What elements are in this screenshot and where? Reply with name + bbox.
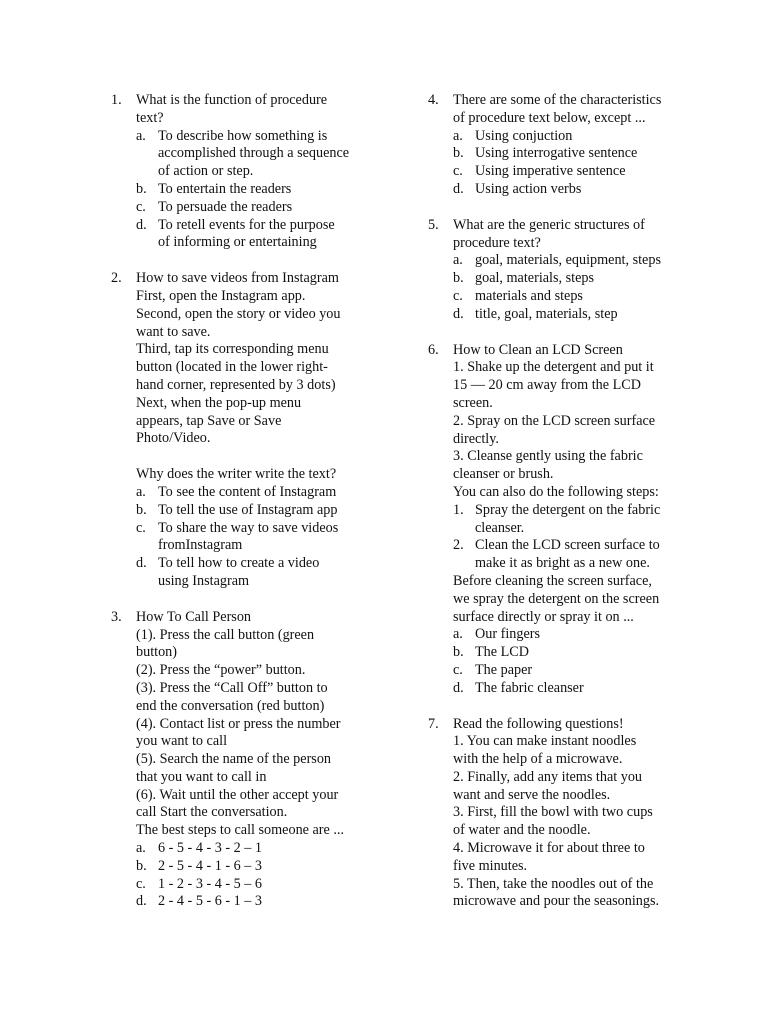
passage-line: button) <box>136 644 177 661</box>
option-text: materials and steps <box>475 287 583 304</box>
passage-line: (6). Wait until the other accept your <box>136 786 339 803</box>
option-d <box>453 306 688 324</box>
option-text: The LCD <box>475 644 529 661</box>
passage-line: five minutes. <box>453 857 528 874</box>
option-label: d. <box>136 555 147 572</box>
option-text: of action or step. <box>158 163 254 180</box>
passage-line: How to Clean an LCD Screen <box>453 341 623 358</box>
passage-line: microwave and pour the seasonings. <box>453 893 660 910</box>
option-text: To tell the use of Instagram app <box>158 501 338 518</box>
option-label: b. <box>136 501 147 518</box>
passage-line: (5). Search the name of the person <box>136 751 332 768</box>
option-d <box>136 893 373 911</box>
passage-line: with the help of a microwave. <box>453 751 623 768</box>
question-number: 7. <box>428 715 439 732</box>
option-a <box>136 840 373 858</box>
option-b <box>453 270 688 288</box>
option-label: d. <box>453 679 464 696</box>
passage-line: (1). Press the call button (green <box>136 626 315 643</box>
step-text: Clean the LCD screen surface to <box>475 537 660 554</box>
step-1 <box>453 502 688 538</box>
option-a <box>453 252 688 270</box>
passage-line: 15 — 20 cm away from the LCD <box>453 377 641 394</box>
option-label: a. <box>136 483 146 500</box>
passage-line: 5. Then, take the noodles out of the <box>453 875 654 892</box>
option-c <box>136 520 373 556</box>
question-3 <box>111 609 373 912</box>
option-text: Using imperative sentence <box>475 163 626 180</box>
option-d <box>453 680 688 698</box>
option-d <box>453 181 688 199</box>
option-text: goal, materials, steps <box>475 270 594 287</box>
option-text: Using conjuction <box>475 127 573 144</box>
question-6 <box>428 342 688 698</box>
question-number: 4. <box>428 92 439 108</box>
question-text: What is the function of procedure <box>136 92 328 108</box>
question-number: 5. <box>428 216 439 233</box>
passage-line: (2). Press the “power” button. <box>136 662 306 679</box>
option-text: To entertain the readers <box>158 180 292 197</box>
option-label: b. <box>453 644 464 661</box>
passage-line: How to save videos from Instagram <box>136 270 339 287</box>
passage-line: Second, open the story or video you <box>136 305 341 322</box>
option-label: b. <box>136 857 147 874</box>
option-label: d. <box>136 216 147 233</box>
passage-line: 3. First, fill the bowl with two cups <box>453 804 653 821</box>
option-label: a. <box>453 626 463 643</box>
passage-line: 3. Cleanse gently using the fabric <box>453 448 643 465</box>
passage-line: (3). Press the “Call Off” button to <box>136 679 328 696</box>
question-text: There are some of the characteristics <box>453 92 662 108</box>
passage-line: First, open the Instagram app. <box>136 287 306 304</box>
option-label: d. <box>453 305 464 322</box>
question-text: What are the generic structures of <box>453 216 645 233</box>
passage-line: Third, tap its corresponding menu <box>136 341 329 358</box>
option-label: b. <box>453 145 464 162</box>
option-label: c. <box>453 661 463 678</box>
passage-line: screen. <box>453 394 493 411</box>
passage-line: hand corner, represented by 3 dots) <box>136 376 336 393</box>
question-number: 6. <box>428 341 439 358</box>
option-label: d. <box>136 893 147 910</box>
option-c <box>453 662 688 680</box>
option-c <box>453 288 688 306</box>
step-label: 1. <box>453 501 464 518</box>
passage-line: that you want to call in <box>136 768 267 785</box>
option-text: goal, materials, equipment, steps <box>475 252 661 269</box>
option-label: a. <box>136 840 146 857</box>
option-c <box>136 199 373 217</box>
option-text: 2 - 5 - 4 - 1 - 6 – 3 <box>158 857 263 874</box>
option-a <box>136 128 373 181</box>
option-text: To describe how something is <box>158 127 328 144</box>
option-text: 2 - 4 - 5 - 6 - 1 – 3 <box>158 893 263 910</box>
option-label: c. <box>136 875 146 892</box>
option-b <box>136 502 373 520</box>
passage-line: Photo/Video. <box>136 430 211 447</box>
question-number: 1. <box>111 92 122 108</box>
question-2 <box>111 270 373 591</box>
question-text: Before cleaning the screen surface, <box>453 572 652 589</box>
passage-line: 1. You can make instant noodles <box>453 733 637 750</box>
question-number: 3. <box>111 608 122 625</box>
passage-line: How To Call Person <box>136 608 252 625</box>
passage-line: end the conversation (red button) <box>136 697 325 714</box>
option-text: Using interrogative sentence <box>475 145 638 162</box>
passage-line: of water and the noodle. <box>453 822 591 839</box>
step-text: cleanser. <box>475 519 525 536</box>
step-label: 2. <box>453 537 464 554</box>
option-text: Using action verbs <box>475 180 582 197</box>
option-a <box>453 626 688 644</box>
option-label: a. <box>453 252 463 269</box>
option-text: To share the way to save videos <box>158 519 339 536</box>
option-label: c. <box>136 519 146 536</box>
option-label: c. <box>453 163 463 180</box>
option-text: To retell events for the purpose <box>158 216 335 233</box>
passage-line: 1. Shake up the detergent and put it <box>453 359 654 376</box>
passage-line: Next, when the pop-up menu <box>136 394 302 411</box>
passage-line: cleanser or brush. <box>453 466 554 483</box>
passage-line: appears, tap Save or Save <box>136 412 282 429</box>
passage-line: you want to call <box>136 733 228 750</box>
option-b <box>453 145 688 163</box>
option-text: 6 - 5 - 4 - 3 - 2 – 1 <box>158 840 263 857</box>
question-text: Why does the writer write the text? <box>136 466 337 483</box>
option-label: b. <box>136 180 147 197</box>
passage-line: directly. <box>453 430 499 447</box>
option-d <box>136 555 373 591</box>
option-b <box>453 644 688 662</box>
option-text: 1 - 2 - 3 - 4 - 5 – 6 <box>158 875 263 892</box>
question-5 <box>428 217 688 324</box>
step-text: Spray the detergent on the fabric <box>475 501 661 518</box>
option-d <box>136 217 373 253</box>
option-label: c. <box>136 198 146 215</box>
passage-line: 4. Microwave it for about three to <box>453 840 645 857</box>
option-text: fromInstagram <box>158 537 243 554</box>
passage-line: want and serve the noodles. <box>453 786 611 803</box>
option-text: To persuade the readers <box>158 198 293 215</box>
passage-line: want to save. <box>136 323 211 340</box>
question-text: of procedure text below, except ... <box>453 109 646 126</box>
question-1 <box>111 92 373 252</box>
passage-line: call Start the conversation. <box>136 804 288 821</box>
question-7 <box>428 716 688 912</box>
option-text: of informing or entertaining <box>158 234 317 251</box>
option-a <box>453 128 688 146</box>
option-b <box>136 858 373 876</box>
option-c <box>453 163 688 181</box>
passage-line: button (located in the lower right- <box>136 359 328 376</box>
option-text: accomplished through a sequence <box>158 145 350 162</box>
option-text: To see the content of Instagram <box>158 483 337 500</box>
option-c <box>136 876 373 894</box>
option-label: c. <box>453 287 463 304</box>
passage-line: 2. Finally, add any items that you <box>453 768 643 785</box>
option-text: The fabric cleanser <box>475 679 584 696</box>
step-text: make it as bright as a new one. <box>475 555 650 572</box>
passage-line: (4). Contact list or press the number <box>136 715 341 732</box>
option-text: title, goal, materials, step <box>475 305 618 322</box>
option-text: Our fingers <box>475 626 541 643</box>
question-text: procedure text? <box>453 234 541 251</box>
question-text: we spray the detergent on the screen <box>453 590 660 607</box>
question-4 <box>428 92 688 199</box>
step-2 <box>453 537 688 573</box>
passage-line: Read the following questions! <box>453 715 624 732</box>
option-label: a. <box>453 127 463 144</box>
option-text: To tell how to create a video <box>158 555 320 572</box>
passage-line: You can also do the following steps: <box>453 483 659 500</box>
option-label: a. <box>136 127 146 144</box>
question-text: surface directly or spray it on ... <box>453 608 634 625</box>
right-column <box>428 92 688 911</box>
option-b <box>136 181 373 199</box>
question-text: text? <box>136 109 164 126</box>
question-number: 2. <box>111 270 122 287</box>
option-label: d. <box>453 180 464 197</box>
option-text: using Instagram <box>158 572 250 589</box>
option-label: b. <box>453 270 464 287</box>
option-a <box>136 484 373 502</box>
left-column <box>111 92 373 911</box>
passage-line: 2. Spray on the LCD screen surface <box>453 412 656 429</box>
option-text: The paper <box>475 661 533 678</box>
question-text: The best steps to call someone are ... <box>136 822 345 839</box>
